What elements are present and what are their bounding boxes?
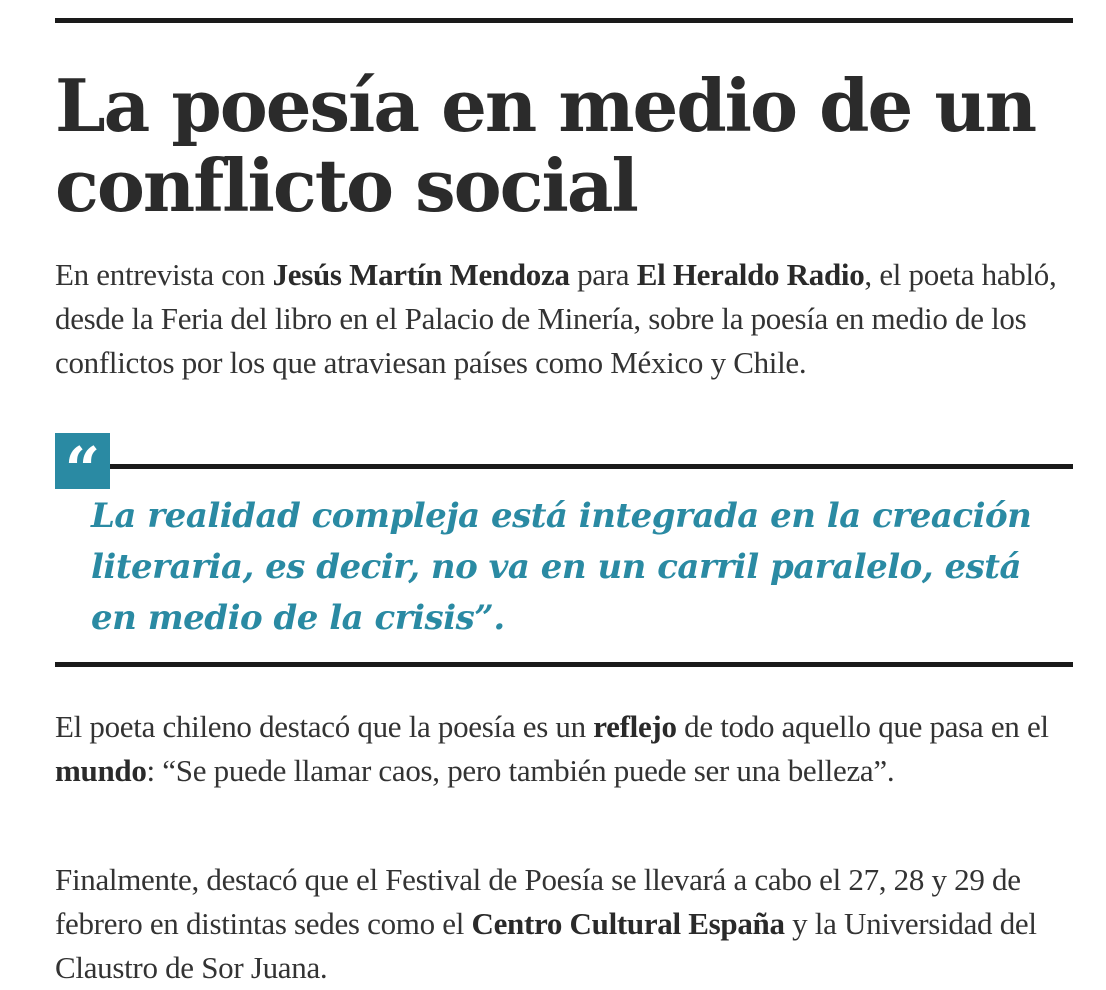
radio-name: El Heraldo Radio	[636, 257, 865, 292]
p2-bold-mundo: mundo	[55, 753, 147, 788]
intro-text-3: , el poeta habló, desde la Feria del libro en el Palacio de Minería, sobre la poesía en medio de los conflictos por los que atraviesan países como México y Chile.	[55, 257, 1057, 380]
pull-quote	[55, 433, 1073, 667]
intro-text-2: para	[569, 257, 637, 292]
quote-bottom-divider	[55, 662, 1073, 667]
p2-text-1: El poeta chileno destacó que la poesía es un	[55, 709, 594, 744]
p3-text-2: y la Universidad del Claustro de Sor Juana.	[55, 906, 1037, 985]
p2-bold-reflejo: reflejo	[593, 709, 677, 744]
quote-top-divider	[55, 464, 1073, 469]
intro-text-1: En entrevista con	[55, 257, 273, 292]
p3-bold-venue: Centro Cultural España	[471, 906, 785, 941]
body-paragraph-2	[55, 705, 1080, 793]
top-divider	[55, 18, 1073, 23]
interviewer-name: Jesús Martín Mendoza	[272, 257, 570, 292]
intro-paragraph	[55, 253, 1080, 385]
quote-icon: “	[55, 433, 110, 489]
p2-text-3: : “Se puede llamar caos, pero también puede ser una belleza”.	[146, 753, 895, 788]
p2-text-2: de todo aquello que pasa en el	[676, 709, 1049, 744]
p3-text-1: Finalmente, destacó que el Festival de Poesía se llevará a cabo el 27, 28 y 29 de febrero en distintas sedes como el	[55, 862, 1021, 941]
body-paragraph-3	[55, 858, 1080, 990]
quote-text: La realidad compleja está integrada en la creación literaria, es decir, no va en un carril paralelo, está en medio de la crisis”.	[91, 496, 1032, 638]
headline: La poesía en medio de un conflicto social	[55, 63, 1036, 228]
